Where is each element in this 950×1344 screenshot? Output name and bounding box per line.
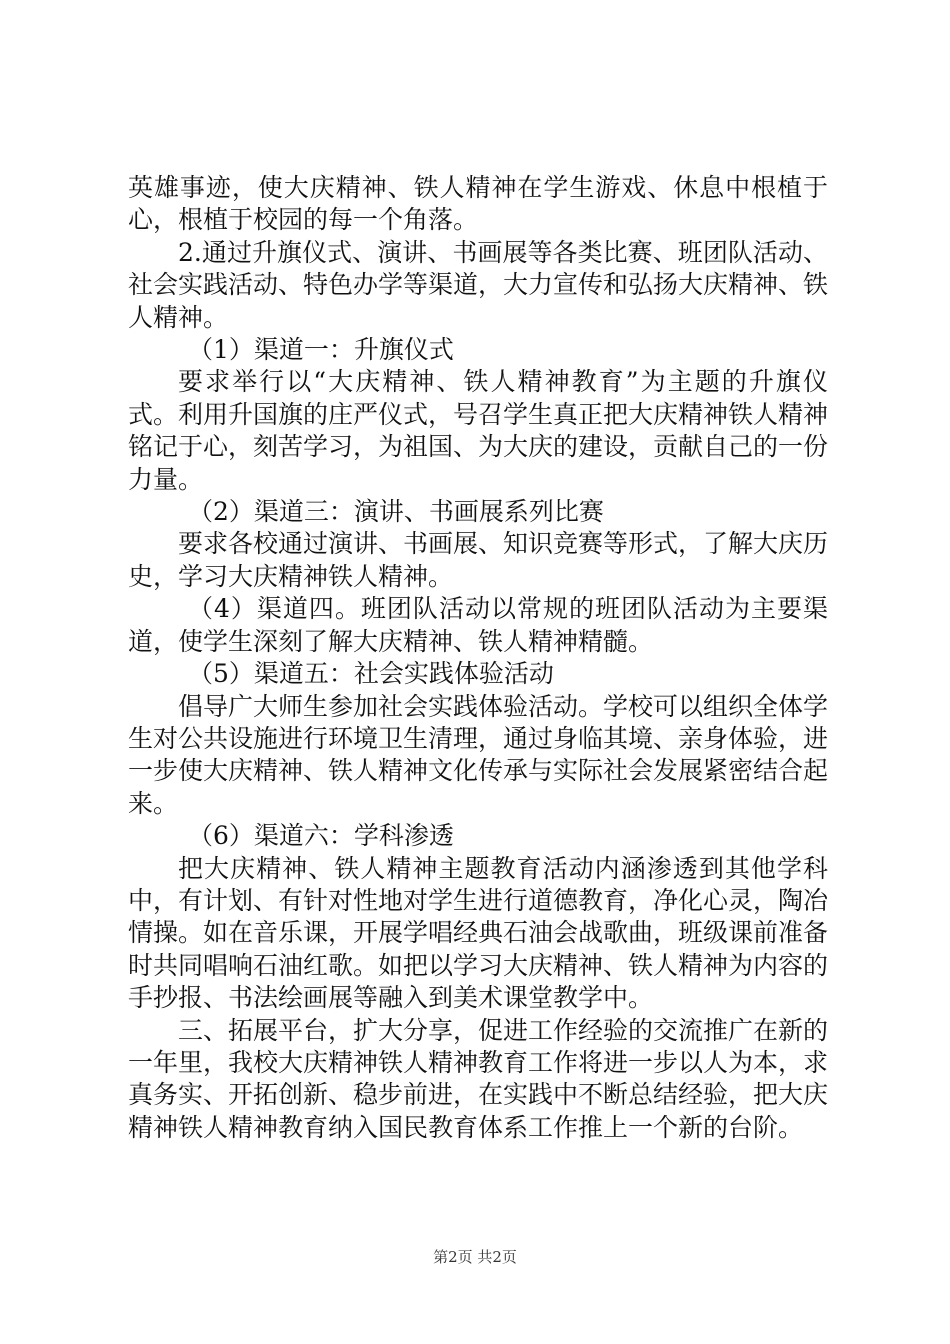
paragraph-subject-integration: 把大庆精神、铁人精神主题教育活动内涵渗透到其他学科中，有计划、有针对性地对学生进行道德教育，净化心灵，陶冶情操。如在音乐课，开展学唱经典石油会战歌曲，班级课前准备时共同唱响石油红歌。如把以学习大庆精神、铁人精神为内容的手抄报、书法绘画展等融入到美术课堂教学中。 bbox=[128, 853, 829, 1013]
paragraph-platform-expansion: 三、拓展平台，扩大分享，促进工作经验的交流推广在新的一年里，我校大庆精神铁人精神教育工作将进一步以人为本，求真务实、开拓创新、稳步前进，在实践中不断总结经验，把大庆精神铁人精神教育纳入国民教育体系工作推上一个新的台阶。 bbox=[128, 1015, 829, 1142]
heading-social-practice: （5）渠道五：社会实践体验活动 bbox=[188, 659, 554, 689]
document-body bbox=[128, 172, 828, 1144]
paragraph-channels-intro: 2.通过升旗仪式、演讲、书画展等各类比赛、班团队活动、社会实践活动、特色办学等渠道，大力宣传和弘扬大庆精神、铁人精神。 bbox=[128, 237, 829, 332]
paragraph-social-practice: 倡导广大师生参加社会实践体验活动。学校可以组织全体学生对公共设施进行环境卫生清理，通过身临其境、亲身体验，进一步使大庆精神、铁人精神文化传承与实际社会发展紧密结合起来。 bbox=[128, 691, 829, 818]
heading-speech-contest: （2）渠道三：演讲、书画展系列比赛 bbox=[188, 497, 604, 527]
paragraph-continuation: 英雄事迹，使大庆精神、铁人精神在学生游戏、休息中根植于心，根植于校园的每一个角落。 bbox=[128, 173, 828, 235]
heading-class-activities: （4）渠道四。班团队活动以常规的班团队活动为主要渠道，使学生深刻了解大庆精神、铁人精神精髓。 bbox=[128, 594, 828, 656]
heading-flag-raising: （1）渠道一：升旗仪式 bbox=[188, 335, 454, 365]
page-number-footer: 第2页 共2页 bbox=[433, 1248, 517, 1266]
paragraph-speech-contest: 要求各校通过演讲、书画展、知识竞赛等形式，了解大庆历史，学习大庆精神铁人精神。 bbox=[128, 529, 829, 591]
paragraph-flag-raising: 要求举行以“大庆精神、铁人精神教育”为主题的升旗仪式。利用升国旗的庄严仪式，号召学生真正把大庆精神铁人精神铭记于心，刻苦学习，为祖国、为大庆的建设，贡献自己的一份力量。 bbox=[128, 367, 829, 494]
heading-subject-integration: （6）渠道六：学科渗透 bbox=[188, 821, 454, 851]
